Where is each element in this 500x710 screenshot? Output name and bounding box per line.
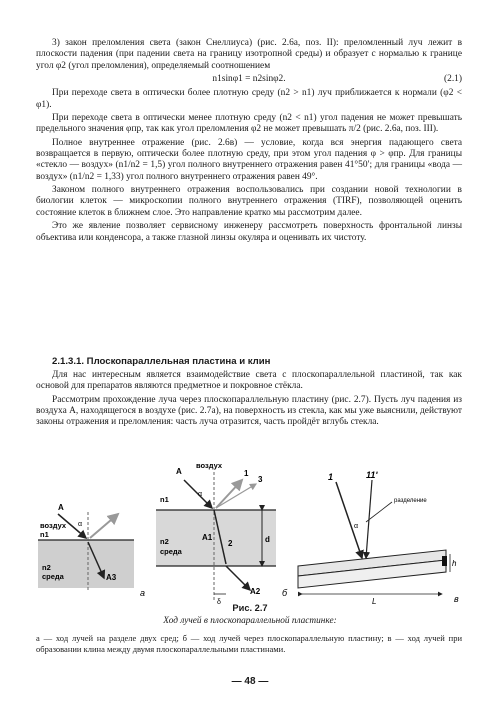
section-title: 2.1.3.1. Плоскопараллельная пластина и клин <box>52 356 271 367</box>
label-medium: среда <box>42 572 64 581</box>
label-d: d <box>265 535 270 544</box>
label-n1: n1 <box>40 530 49 539</box>
figure-2-7 <box>36 462 466 612</box>
figure-description: а — ход лучей на разделе двух сред; б — ход лучей через плоскопараллельную пластину; в — ход лучей при образовании клина между двумя плоскопараллельными пластинами. <box>36 633 462 654</box>
ray-1 <box>336 482 362 558</box>
label-L: L <box>372 597 377 606</box>
label-alpha-b: α <box>198 491 203 498</box>
label-A: A <box>58 503 64 512</box>
label-separation: разделение <box>394 498 427 504</box>
paragraph-less-dense-medium: При переходе света в оптически менее плотную среду (n2 < n1) угол падения не может превышать предельного значения φпр, так как угол преломления φ2 не может превышать π/2 (рис. 2.6а, поз. III). <box>36 113 462 135</box>
equation-number: (2.1) <box>444 74 462 85</box>
equation-line <box>36 74 462 85</box>
label-A-b: A <box>176 467 182 476</box>
paragraph-snell-law: 3) закон преломления света (закон Снеллиуса) (рис. 2.6а, поз. II): преломленный луч лежит в плоскости падения (при падении света на границу изотропной среды) и образует с нормалью к границе угол φ2 (угол преломления), определяемый соотношением <box>36 38 462 71</box>
label-A1: A1 <box>202 533 213 542</box>
body-text <box>36 38 462 246</box>
panel-b <box>156 462 288 606</box>
panel-c <box>298 470 459 606</box>
label-2: 2 <box>228 539 233 548</box>
reflected-ray <box>90 514 118 538</box>
paragraph-ray-through-plate: Рассмотрим прохождение луча через плоскопараллельную пластину (рис. 2.7). Пусть луч падения из воздуха A, находящегося в воздухе (рис. 2.7а), на поверхность из стекла, как мы уже выяснили, действуют законы отражения и преломления: часть луча отразится, часть пройдёт вглубь стекла. <box>36 394 463 428</box>
page-number: — 48 — <box>231 676 269 687</box>
label-11prime: 11ʹ <box>366 470 378 480</box>
panel-a <box>38 503 145 598</box>
figure-subtitle: Ход лучей в плоскопараллельной пластинке: <box>163 616 337 626</box>
label-n2-b: n2 <box>160 537 169 546</box>
label-alpha-c: α <box>354 523 359 530</box>
panel-a-letter: а <box>140 588 146 598</box>
paragraph-total-internal-reflection: Полное внутреннее отражение (рис. 2.6в) — условие, когда вся энергия падающего света возвращается в первую, оптически более плотную среду, при этом угол падения φ > φпр. Для границы «стекло — воздух» (n1/n2 = 1,5) угол полного внутреннего отражения равен 41°50′; для границы «вода — воздух» (n1/n2 = 1,33) угол полного внутреннего отражения равен 49°. <box>36 137 462 182</box>
ray-11prime <box>366 480 372 558</box>
label-air-b: воздух <box>196 462 223 470</box>
paragraph-service-engineer: Это же явление позволяет сервисному инженеру рассмотреть поверхность фронтальной линзы объектива или конденсора, а также глазной линзы окуляра и оценивать их чистоту. <box>36 221 462 243</box>
exit-ray <box>226 566 250 590</box>
label-delta: δ <box>217 599 221 606</box>
paragraph-plate-interest: Для нас интересным является взаимодействие света с плоскопараллельной пластиной, так как основой для препаратов являются предметное и покровное стёкла. <box>36 370 462 392</box>
equation: n1sinφ1 = n2sinφ2. <box>212 74 286 85</box>
panel-c-letter: в <box>454 594 459 604</box>
paragraph-tirf: Законом полного внутреннего отражения воспользовались при создании новой технологии в биологии клеток — микроскопии полного внутреннего отражения (TIRF), позволяющей оценить состояние клеток в ближнем слое. Это направление кратко мы рассмотрим далее. <box>36 185 462 218</box>
paragraph-denser-medium: При переходе света в оптически более плотную среду (n2 > n1) луч приближается к нормали (φ2 < φ1). <box>36 88 462 110</box>
label-3: 3 <box>258 475 263 484</box>
label-alpha: α <box>78 521 83 528</box>
reflected-ray-b <box>216 480 242 508</box>
spacer <box>442 556 447 566</box>
label-n1-b: n1 <box>160 495 169 504</box>
label-1: 1 <box>244 469 249 478</box>
label-h: h <box>452 559 457 568</box>
label-A2: A2 <box>250 587 261 596</box>
label-n2: n2 <box>42 563 51 572</box>
label-1-c: 1 <box>328 472 334 482</box>
figure-title: Рис. 2.7 <box>232 603 268 613</box>
label-air: воздух <box>40 521 67 530</box>
label-medium-b: среда <box>160 547 182 556</box>
panel-b-letter: б <box>282 588 288 598</box>
label-A3: A3 <box>106 573 117 582</box>
body-text-2 <box>36 370 462 431</box>
